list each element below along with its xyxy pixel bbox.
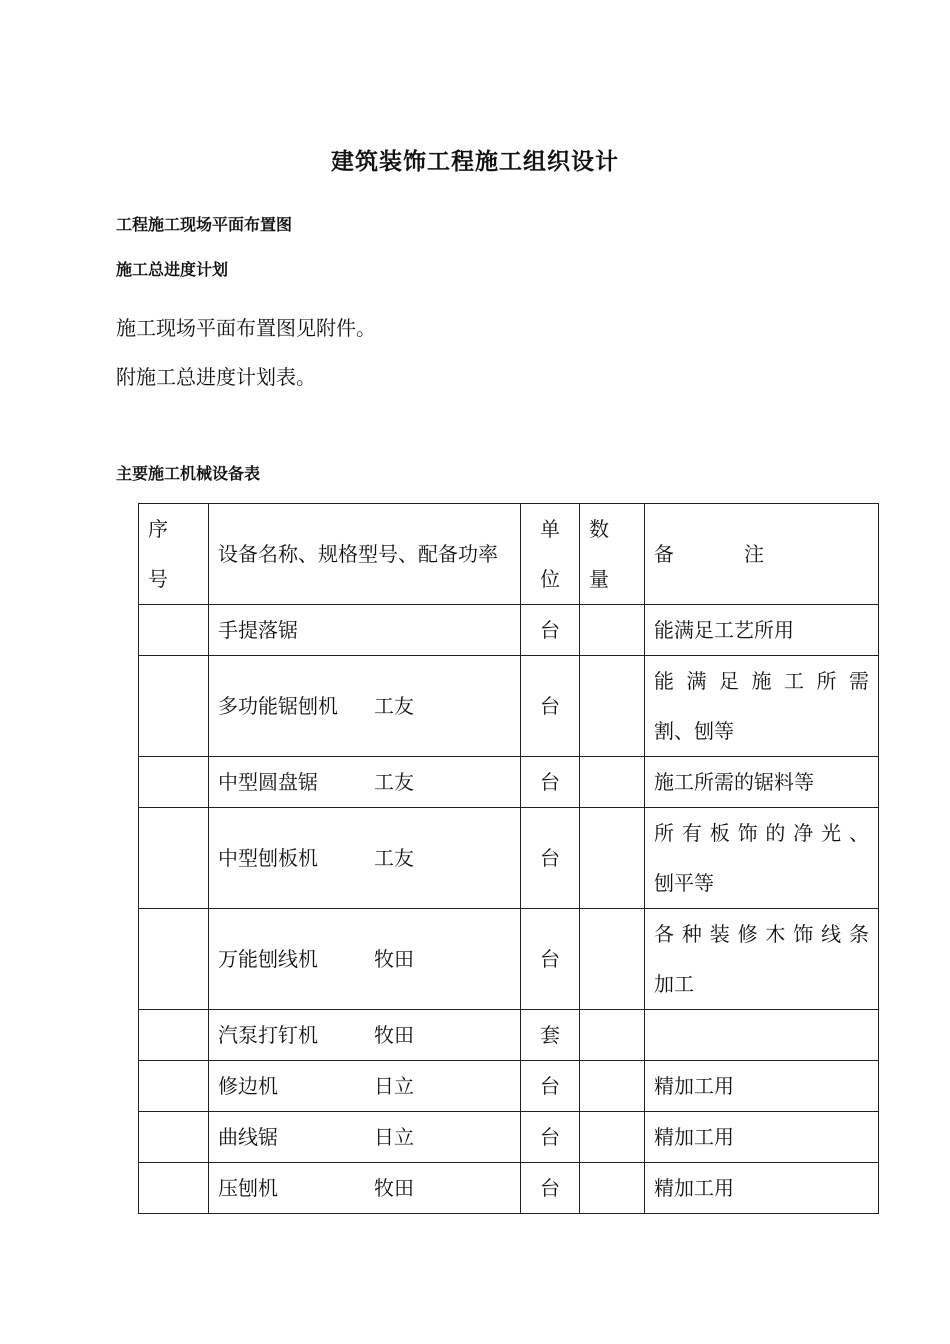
row-name-text: 压刨机 [218, 1176, 278, 1200]
header-unit-line1: 单 [540, 517, 560, 541]
row-unit: 台 [521, 605, 580, 656]
row-note-text: 施工所需的锯料等 [654, 770, 814, 794]
row-qty [580, 1112, 645, 1163]
table-row [139, 757, 879, 808]
header-note [645, 504, 879, 605]
row-brand: 日立 [374, 1125, 414, 1149]
row-unit: 台 [521, 808, 580, 909]
row-note-text: 能满足工艺所用 [654, 618, 794, 642]
row-no [139, 757, 209, 808]
table-row [139, 909, 879, 1010]
row-brand: 牧田 [374, 947, 414, 971]
table-row [139, 1163, 879, 1214]
row-name-text: 中型刨板机 [218, 846, 318, 870]
header-name-text: 设备名称、规格型号、配备功率 [218, 542, 498, 566]
row-unit: 台 [521, 757, 580, 808]
table-row [139, 1112, 879, 1163]
table-row [139, 808, 879, 909]
row-name [209, 909, 521, 1010]
row-note-text-cont: 割、刨等 [654, 719, 734, 743]
header-qty [580, 504, 645, 605]
row-brand: 牧田 [374, 1023, 414, 1047]
row-name-text: 中型圆盘锯 [218, 770, 318, 794]
row-qty [580, 808, 645, 909]
row-qty [580, 1010, 645, 1061]
row-note-text: 各种装修木饰线条 [654, 922, 869, 946]
row-note [645, 1112, 879, 1163]
row-no [139, 1112, 209, 1163]
row-no [139, 1163, 209, 1214]
header-note-part2: 注 [744, 542, 764, 566]
row-name [209, 656, 521, 757]
table-header-row [139, 504, 879, 605]
row-qty [580, 909, 645, 1010]
row-name-text: 手提落锯 [218, 618, 298, 642]
row-qty [580, 757, 645, 808]
row-note-text: 所有板饰的净光、 [654, 821, 869, 845]
row-note [645, 909, 879, 1010]
section-heading-schedule: 施工总进度计划 [116, 260, 229, 279]
row-note [645, 605, 879, 656]
row-unit: 台 [521, 1163, 580, 1214]
row-note-text: 能满足施工所需 [654, 669, 869, 693]
row-name-text: 多功能锯刨机 [218, 694, 338, 718]
row-name [209, 1112, 521, 1163]
row-unit: 套 [521, 1010, 580, 1061]
row-name-text: 万能刨线机 [218, 947, 318, 971]
header-no [139, 504, 209, 605]
row-note [645, 656, 879, 757]
row-qty [580, 1061, 645, 1112]
header-qty-line2: 量 [589, 567, 609, 591]
row-note [645, 1061, 879, 1112]
row-name-text: 汽泵打钉机 [218, 1023, 318, 1047]
row-brand: 日立 [374, 1074, 414, 1098]
row-no [139, 605, 209, 656]
header-qty-line1: 数 [589, 517, 609, 541]
table-row [139, 605, 879, 656]
table-row [139, 1061, 879, 1112]
section-heading-layout: 工程施工现场平面布置图 [116, 215, 293, 234]
layout-note-paragraph: 施工现场平面布置图见附件。 [116, 316, 376, 340]
row-qty [580, 1163, 645, 1214]
equipment-table [138, 503, 879, 1214]
row-qty [580, 656, 645, 757]
row-no [139, 909, 209, 1010]
header-unit-line2: 位 [540, 567, 560, 591]
table-row [139, 656, 879, 757]
row-name [209, 605, 521, 656]
header-no-line1: 序 [148, 517, 168, 541]
row-name-text: 修边机 [218, 1074, 278, 1098]
row-name [209, 1010, 521, 1061]
row-name [209, 757, 521, 808]
row-qty [580, 605, 645, 656]
row-note-text: 精加工用 [654, 1074, 734, 1098]
row-name [209, 808, 521, 909]
row-unit: 台 [521, 909, 580, 1010]
row-note-text-cont: 加工 [654, 972, 694, 996]
row-unit: 台 [521, 1061, 580, 1112]
row-no [139, 1010, 209, 1061]
row-note [645, 808, 879, 909]
row-no [139, 808, 209, 909]
section-heading-equipment: 主要施工机械设备表 [116, 464, 261, 483]
row-name [209, 1061, 521, 1112]
row-brand: 工友 [374, 770, 414, 794]
row-note [645, 1010, 879, 1061]
row-brand: 工友 [374, 694, 414, 718]
row-brand: 牧田 [374, 1176, 414, 1200]
row-note-text: 精加工用 [654, 1176, 734, 1200]
row-note [645, 757, 879, 808]
row-note [645, 1163, 879, 1214]
row-note-text: 精加工用 [654, 1125, 734, 1149]
header-note-text [654, 529, 764, 579]
header-name [209, 504, 521, 605]
row-unit: 台 [521, 656, 580, 757]
row-no [139, 656, 209, 757]
row-no [139, 1061, 209, 1112]
row-name-text: 曲线锯 [218, 1125, 278, 1149]
schedule-note-paragraph: 附施工总进度计划表。 [116, 365, 316, 389]
row-name [209, 1163, 521, 1214]
table-row [139, 1010, 879, 1061]
header-no-line2: 号 [148, 567, 168, 591]
row-note-text-cont: 刨平等 [654, 871, 714, 895]
header-note-part1: 备 [654, 542, 674, 566]
row-brand: 工友 [374, 846, 414, 870]
row-unit: 台 [521, 1112, 580, 1163]
page-title: 建筑装饰工程施工组织设计 [331, 149, 619, 175]
header-unit [521, 504, 580, 605]
